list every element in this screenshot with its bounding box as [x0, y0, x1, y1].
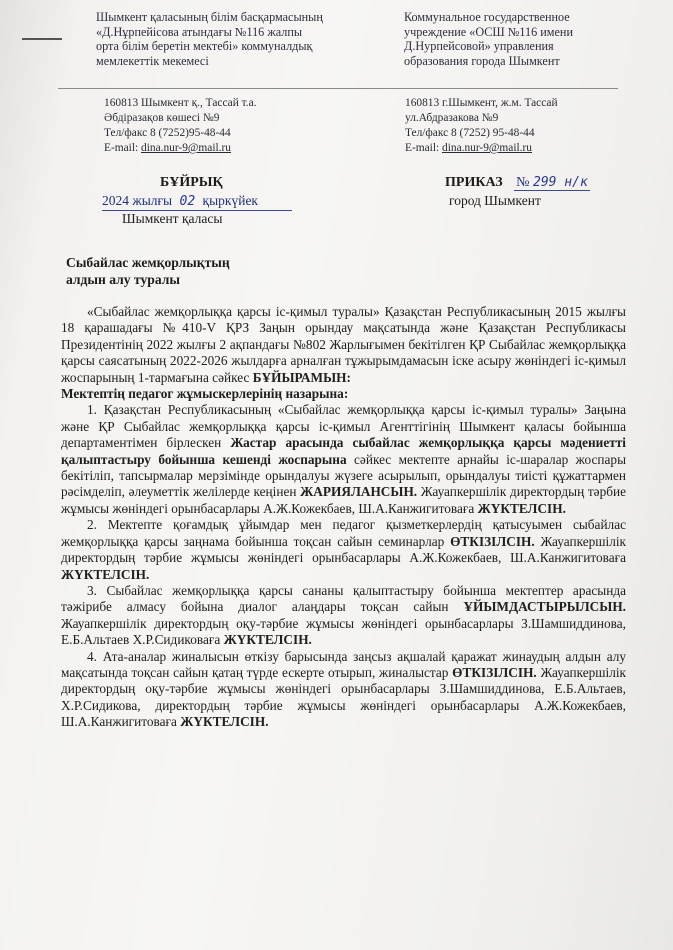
intro-directive: БҰЙЫРАМЫН: [252, 369, 351, 385]
number-prefix: № [516, 175, 530, 190]
order-subject [66, 254, 230, 288]
subject-line: алдын алу туралы [66, 272, 181, 287]
header-left-org [96, 10, 346, 68]
order-title-ru-text: ПРИКАЗ [445, 175, 503, 190]
item-4-assignment: ЖҮКТЕЛСІН. [180, 714, 269, 730]
order-body [61, 304, 626, 731]
date-year: 2024 жылғы [102, 193, 173, 208]
item-4-paragraph [61, 649, 626, 731]
org-line: Коммунальное государственное [404, 10, 570, 24]
phone-line: Тел/факс 8 (7252) 95-48-44 [405, 127, 535, 139]
order-city-ru: город Шымкент [449, 193, 541, 208]
item-2-paragraph [61, 517, 626, 583]
item-3-text: Жауапкершілік директордың оқу-тәрбие жұмысы жөніндегі орынбасарлары З.Шамшиддинова, Е.Б.Альтаев Х.Р.Сидиковаға [61, 615, 626, 648]
date-month: қыркүйек [202, 193, 258, 208]
number-handwritten: 299 н/к [533, 175, 588, 190]
phone-line: Тел/факс 8 (7252)95-48-44 [104, 127, 231, 139]
subject-line: Сыбайлас жемқорлықтың [66, 255, 230, 270]
email-line [104, 141, 344, 156]
org-line: мемлекеттік мекемесі [96, 53, 209, 68]
intro-paragraph [61, 304, 626, 386]
item-3-text: 3. Сыбайлас жемқорлыққа қарсы сананы қалыптастыру бойынша мектептер арасында тәжірибе алмасу бойына диалог алаңдары тоқсан сайын [61, 582, 626, 615]
header-divider [58, 88, 618, 89]
item-2-text: Жауапкершілік директордың тәрбие жұмысы жөніндегі орынбасарлары А.Ж.Кожекбаев, Ш.А.Канжигитоваға [61, 533, 626, 566]
org-line: орта білім беретін мектебі» коммуналдық [96, 39, 313, 53]
address-line: Әбдіразақов көшесі №9 [104, 112, 220, 124]
item-1-plan-name: Жастар арасында сыбайлас жемқорлыққа қарсы мәдениетті қалыптастыру бойынша кешенді жоспарына [61, 435, 626, 467]
header-right-contacts [405, 96, 645, 156]
order-city-kz: Шымкент қаласы [122, 211, 223, 226]
email-link[interactable]: dina.nur-9@mail.ru [141, 142, 231, 154]
order-title-kz: БҰЙРЫҚ [160, 175, 223, 190]
addressee-heading: Мектептің педагог жұмыскерлерінің назарына: [61, 386, 349, 402]
address-line: 160813 г.Шымкент, ж.м. Тассай [405, 97, 558, 109]
address-line: ул.Абдразакова №9 [405, 112, 499, 124]
order-number [514, 175, 590, 191]
order-date [102, 192, 292, 211]
item-1-directive: ЖАРИЯЛАНСЫН. [300, 484, 418, 500]
org-line: учреждение «ОСШ №116 имени [404, 24, 573, 39]
org-line: «Д.Нұрпейісова атындағы №116 жалпы [96, 24, 303, 39]
header-right-org [404, 10, 654, 68]
email-label: E-mail: [405, 142, 443, 154]
order-title-ru [445, 174, 590, 191]
email-link[interactable]: dina.nur-9@mail.ru [442, 142, 532, 154]
intro-text: «Сыбайлас жемқорлыққа қарсы іс-қимыл туралы» Қазақстан Республикасының 2015 жылғы 18 қарашадағы №410-V ҚРЗ Заңын орындау мақсатында және Қазақстан Республикасы Президентінің 2022 жылғы 2 ақпандағы №802 Жарлығымен бекітілген ҚР Сыбайлас жемқорлыққа қарсы саясатының 2022-2026 жылдарға арналған тұжырымдамасын іске асыру жөніндегі іс-қимыл жоспарының 1-тармағына сәйкес [61, 304, 626, 385]
item-4-text: 4. Ата-аналар жиналысын өткізу барысында заңсыз ақшалай қаражат жинаудың алдын алу мақсатында тоқсан сайын қатаң түрде ескерте отырып, жиналыстар [61, 648, 626, 680]
item-3-assignment: ЖҮКТЕЛСІН. [223, 632, 312, 648]
item-2-directive: ӨТКІЗІЛСІН. [450, 533, 535, 549]
item-1-text: 1. Қазақстан Республикасының «Сыбайлас жемқорлыққа қарсы іс-қимыл туралы» Заңына және ҚР Сыбайлас жемқорлыққа қарсы іс-қимыл Агенттігінің Шымкент қаласы бойынша департаментімен бірлескен [61, 402, 626, 451]
address-line: 160813 Шымкент қ., Тассай т.а. [104, 97, 257, 109]
email-label: E-mail: [104, 142, 142, 154]
item-1-assignment: ЖҮКТЕЛСІН. [477, 500, 566, 516]
item-1-text: сәйкес мектепте арнайы іс-шаралар жоспары бекітіліп, тапсырмалар мерзімінде орындалуы жүзеге асырылып, орындалуы тиісті құжаттармен рәсімделіп, әлеуметтік желілерде кеңінен [61, 451, 626, 500]
item-3-paragraph [61, 583, 626, 649]
header-left-contacts [104, 96, 344, 156]
date-day-handwritten: 02 [179, 194, 196, 209]
item-2-assignment: ЖҮКТЕЛСІН. [61, 566, 150, 582]
item-1-paragraph [61, 402, 626, 517]
item-1-text: Жауапкершілік директордың тәрбие жұмысы жөніндегі орынбасарлары А.Ж.Кожекбаев, Ш.А.Канжигитоваға [61, 484, 626, 516]
org-line: образования города Шымкент [404, 53, 560, 68]
margin-mark [22, 38, 62, 40]
org-line: Д.Нурпейсовой» управления [404, 39, 554, 53]
item-2-text: 2. Мектепте қоғамдық ұйымдар мен педагог қызметкерлердің қатысуымен сыбайлас жемқорлыққа қарсы заңнама бойынша тоқсан сайын семинарлар [61, 517, 626, 549]
email-line [405, 141, 645, 156]
item-3-directive: ҰЙЫМДАСТЫРЫЛСЫН. [463, 599, 626, 615]
item-4-directive: ӨТКІЗІЛСІН. [452, 664, 537, 680]
org-line: Шымкент қаласының білім басқармасының [96, 10, 323, 24]
item-4-text: Жауапкершілік директордың оқу-тәрбие жұмысы жөніндегі орынбасарлары З.Шамшиддинова, Е.Б.Альтаев, Х.Р.Сидикова, директордың тәрбие жұмысы жөніндегі орынбасарлары А.Ж.Кожекбаев, Ш.А.Канжигитоваға [61, 664, 626, 730]
